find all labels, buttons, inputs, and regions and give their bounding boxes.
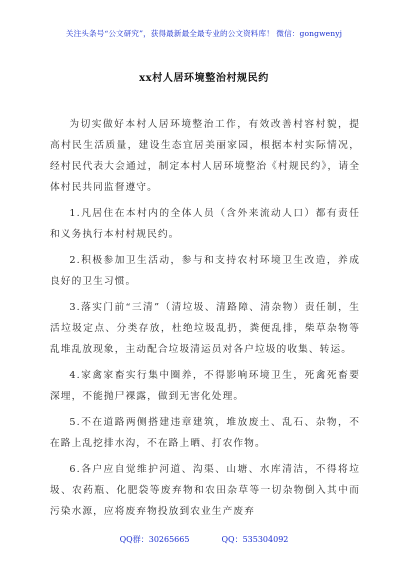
paragraph-item-2: 2.积极参加卫生活动，参与和支持农村环境卫生改造，养成良好的卫生习惯。 [50,255,360,287]
document-title: xx村人居环境整治村规民约 [139,73,269,84]
paragraph-item-4: 4.家禽家畜实行集中圈养，不得影响环境卫生，死禽死畜要深埋，不能抛尸裸露，做到无害化处理。 [50,370,360,402]
paragraph-item-6: 6.各户应自觉维护河道、沟渠、山塘、水库清洁，不得将垃圾、农药瓶、化肥袋等废弃物和农田杂草等一切杂物倒入其中而污染水源，应将废弃物投放到农业生产废弃 [50,464,360,517]
qq-group-number[interactable]: QQ群：30265665 [119,535,190,544]
paragraph-item-1: 1.凡居住在本村内的全体人员（含外来流动人口）都有责任和义务执行本村村规民约。 [50,208,360,240]
qq-number[interactable]: QQ：535304092 [221,535,289,544]
paragraph-intro: 为切实做好本村人居环境整治工作，有效改善村容村貌，提高村民生活质量，建设生态宜居美丽家园，根据本村实际情况，经村民代表大会通过，制定本村人居环境整治《村规民约》，请全体村民共同监督遵守。 [50,119,360,193]
paragraph-item-5: 5.不在道路两侧搭建违章建筑，堆放废土、乱石、杂物，不在路上乱挖排水沟，不在路上晒、打农作物。 [50,417,360,449]
paragraph-item-3: 3.落实门前“三清”（清垃圾、清路障、清杂物）责任制，生活垃圾定点、分类存放，杜绝垃圾乱扔，粪便乱排，柴草杂物等乱堆乱放现象，主动配合垃圾清运员对各户垃圾的收集、转运。 [50,302,360,355]
promo-banner[interactable]: 关注头条号“公文研究”，获得最新最全最专业的公文资料库！ 微信：gongwenyj [65,29,343,38]
contact-footer [0,534,408,545]
document-body [50,114,360,527]
